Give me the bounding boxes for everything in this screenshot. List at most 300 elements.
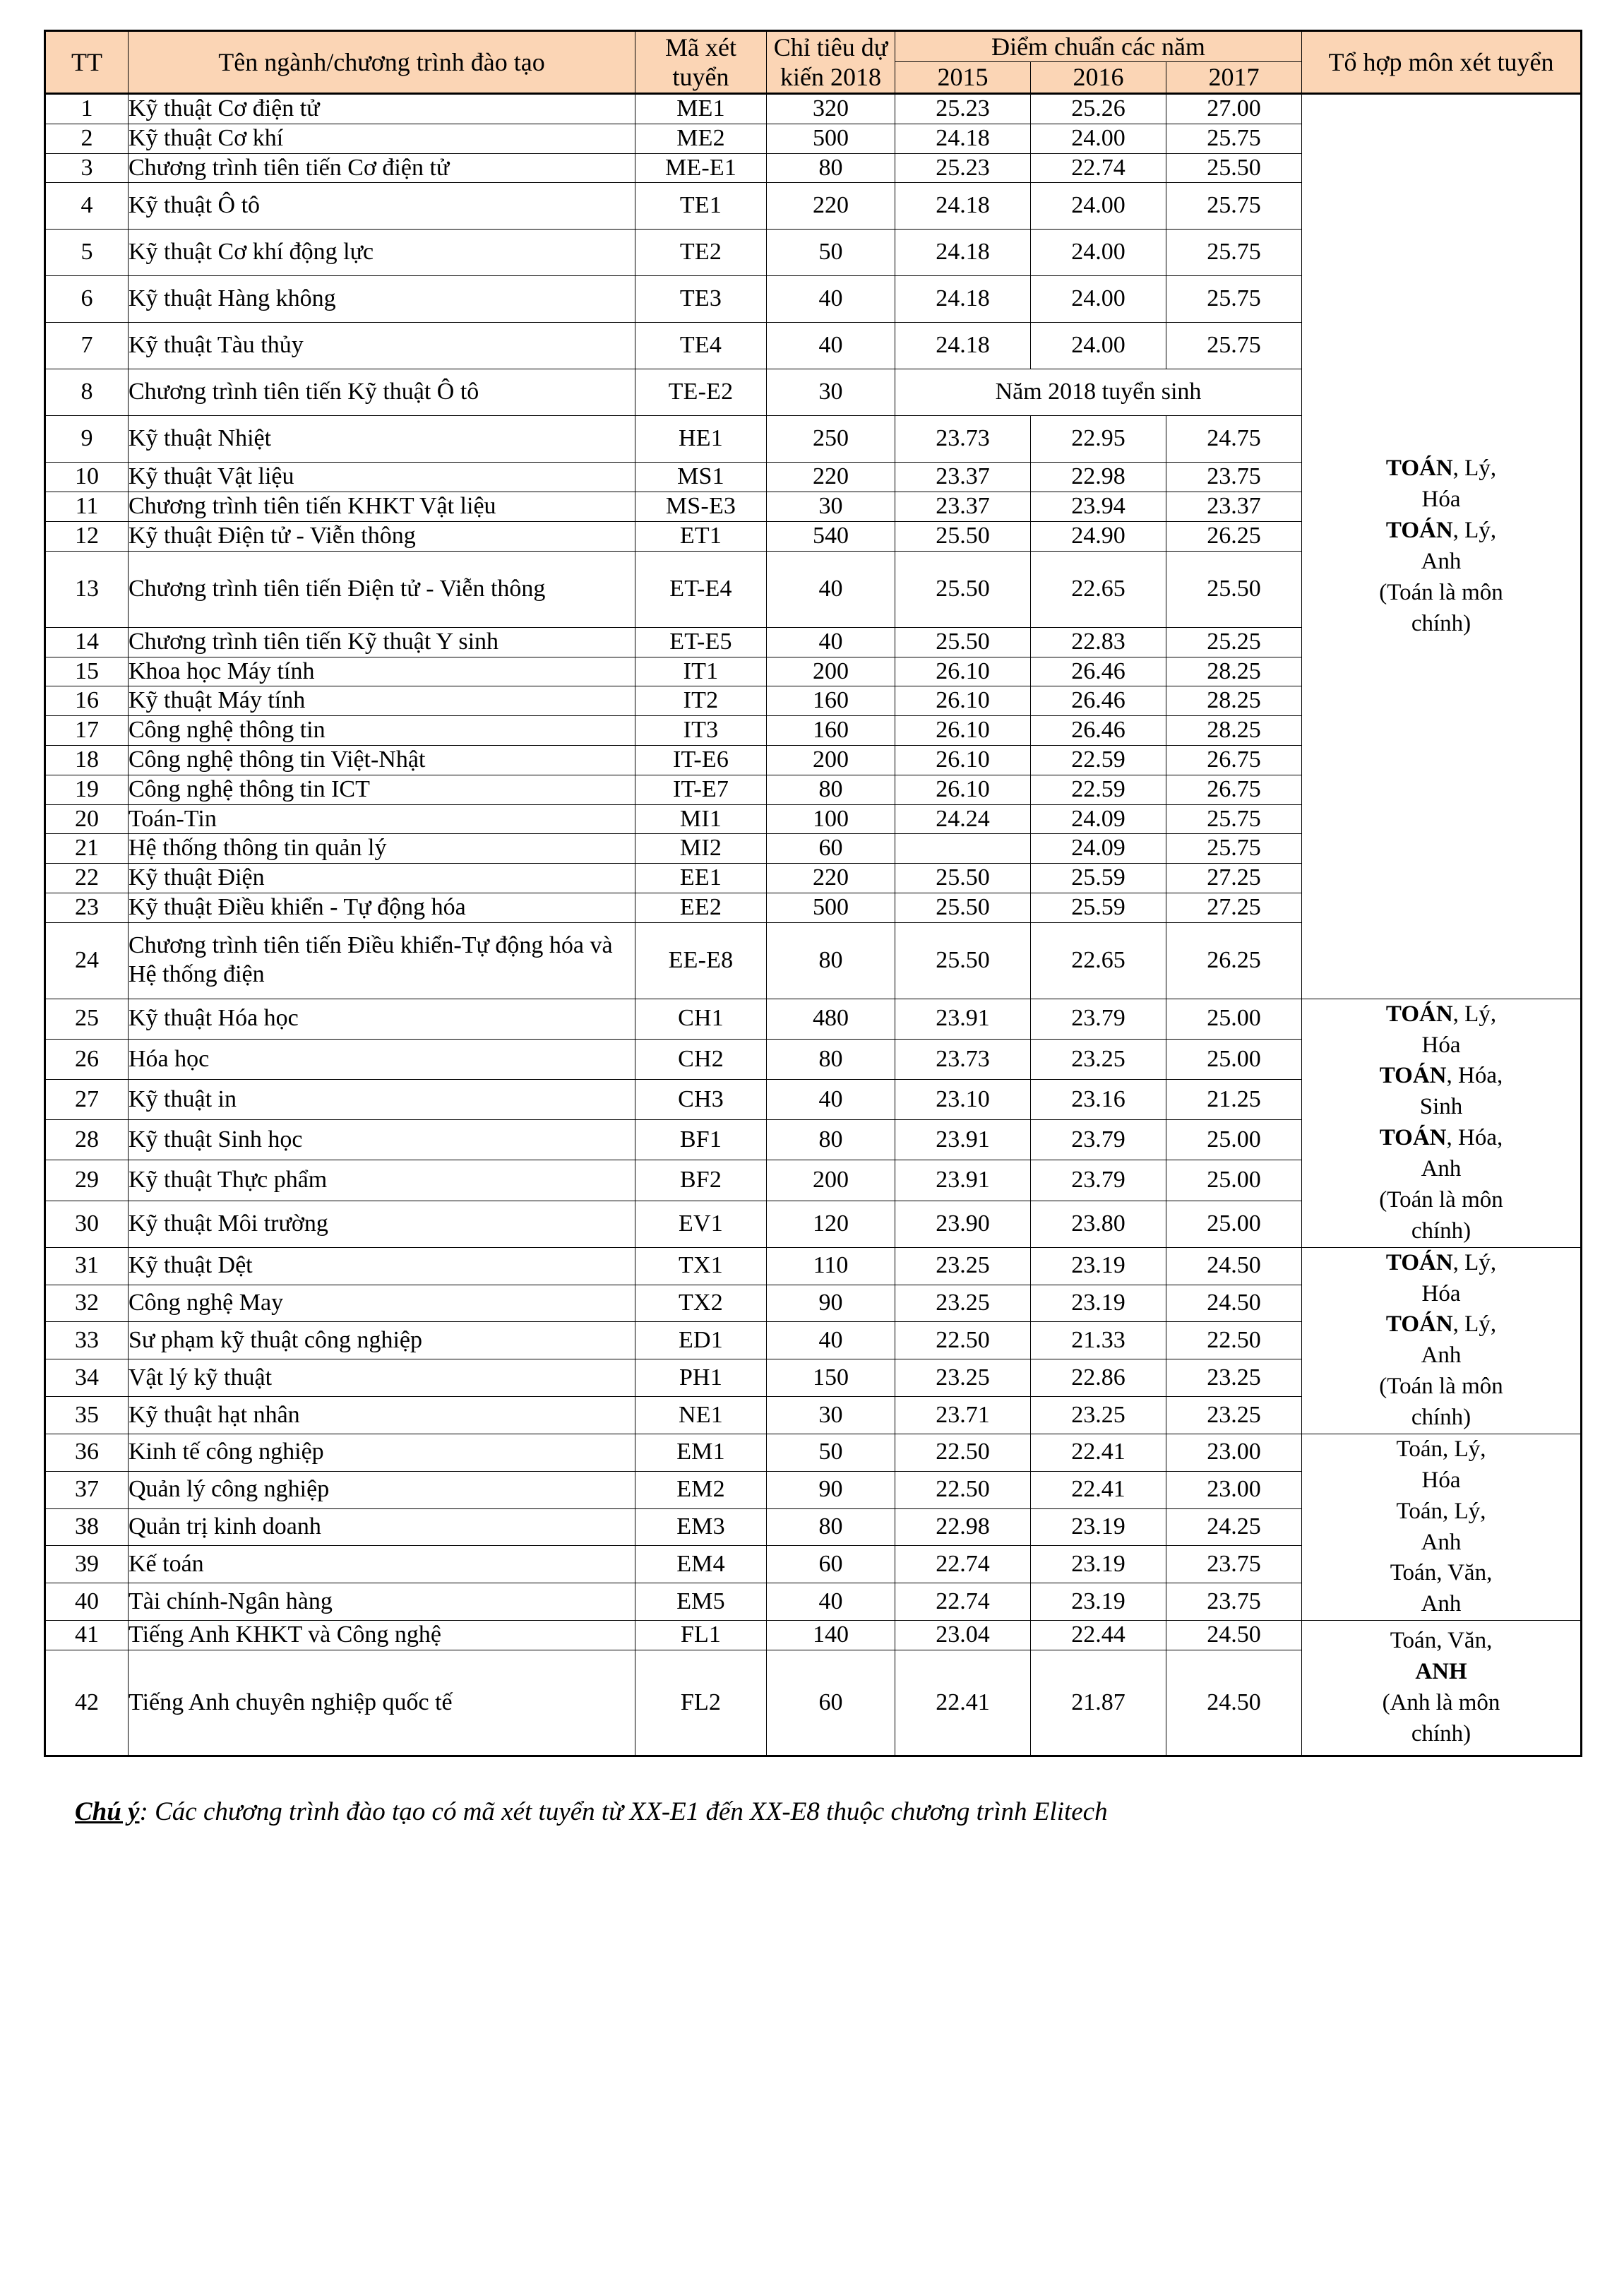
cell-score-2017: 28.25 [1166, 686, 1302, 716]
cell-score-2016: 24.09 [1031, 834, 1166, 864]
cell-subject-combination: Toán, Lý, Hóa Toán, Lý, Anh Toán, Văn, Anh [1302, 1434, 1582, 1620]
cell-score-2016: 22.44 [1031, 1621, 1166, 1650]
cell-score-2015: 23.25 [895, 1359, 1031, 1397]
cell-score-2015: 25.50 [895, 922, 1031, 999]
cell-tt: 32 [45, 1285, 129, 1322]
cell-score-2017: 25.75 [1166, 834, 1302, 864]
cell-tt: 23 [45, 893, 129, 922]
cell-score-2015: 24.18 [895, 323, 1031, 369]
cell-quota: 30 [767, 369, 895, 416]
cell-quota: 40 [767, 627, 895, 657]
cell-tt: 11 [45, 492, 129, 522]
cell-tt: 34 [45, 1359, 129, 1397]
cell-score-2017: 21.25 [1166, 1080, 1302, 1120]
cell-quota: 80 [767, 1508, 895, 1546]
cell-score-2015: 22.74 [895, 1583, 1031, 1621]
cell-quota: 160 [767, 686, 895, 716]
cell-score-2016: 25.59 [1031, 864, 1166, 893]
cell-score-2015: 22.98 [895, 1508, 1031, 1546]
cell-score-2016: 21.33 [1031, 1322, 1166, 1359]
cell-tt: 40 [45, 1583, 129, 1621]
cell-score-2015: 25.50 [895, 551, 1031, 627]
cell-admission-code: CH3 [635, 1080, 767, 1120]
cell-score-2016: 23.19 [1031, 1583, 1166, 1621]
cell-quota: 110 [767, 1247, 895, 1285]
cell-admission-code: ME1 [635, 93, 767, 124]
cell-program-name: Kỹ thuật Ô tô [129, 183, 635, 230]
cell-admission-code: MS1 [635, 463, 767, 492]
cell-score-2015: 22.50 [895, 1434, 1031, 1471]
cell-score-2016: 22.74 [1031, 153, 1166, 183]
cell-program-name: Công nghệ thông tin [129, 716, 635, 746]
cell-score-2017: 23.00 [1166, 1434, 1302, 1471]
cell-subject-combination: TOÁN, Lý, Hóa TOÁN, Lý, Anh (Toán là môn chính) [1302, 93, 1582, 999]
cell-score-2017: 27.00 [1166, 93, 1302, 124]
cell-program-name: Quản trị kinh doanh [129, 1508, 635, 1546]
cell-score-2017: 26.25 [1166, 922, 1302, 999]
cell-quota: 40 [767, 551, 895, 627]
cell-score-2015 [895, 834, 1031, 864]
cell-admission-code: FL2 [635, 1650, 767, 1756]
cell-score-2017: 25.75 [1166, 230, 1302, 276]
cell-score-2016: 22.41 [1031, 1434, 1166, 1471]
cell-score-2015: 26.10 [895, 745, 1031, 775]
cell-quota: 40 [767, 1322, 895, 1359]
cell-tt: 28 [45, 1120, 129, 1160]
cell-score-2016: 22.86 [1031, 1359, 1166, 1397]
cell-program-name: Kỹ thuật Vật liệu [129, 463, 635, 492]
cell-admission-code: BF1 [635, 1120, 767, 1160]
cell-score-2016: 23.25 [1031, 1397, 1166, 1434]
cell-score-2017: 25.75 [1166, 804, 1302, 834]
cell-tt: 39 [45, 1546, 129, 1583]
cell-score-2015: 23.73 [895, 416, 1031, 463]
cell-score-2016: 22.59 [1031, 775, 1166, 804]
cell-program-name: Chương trình tiên tiến Điều khiển-Tự động hóa và Hệ thống điện [129, 922, 635, 999]
cell-score-2015: 23.04 [895, 1621, 1031, 1650]
cell-quota: 60 [767, 1546, 895, 1583]
cell-quota: 40 [767, 276, 895, 323]
cell-tt: 31 [45, 1247, 129, 1285]
header-row-1 [45, 31, 1582, 62]
footnote [44, 1795, 1580, 1829]
header-tt: TT [45, 31, 129, 94]
cell-subject-combination: Toán, Văn, ANH (Anh là môn chính) [1302, 1621, 1582, 1756]
cell-score-2016: 26.46 [1031, 716, 1166, 746]
cell-program-name: Tiếng Anh chuyên nghiệp quốc tế [129, 1650, 635, 1756]
cell-program-name: Hóa học [129, 1039, 635, 1079]
cell-quota: 80 [767, 922, 895, 999]
cell-score-2016: 24.00 [1031, 230, 1166, 276]
cell-score-2017: 25.25 [1166, 627, 1302, 657]
cell-program-name: Kỹ thuật Điều khiển - Tự động hóa [129, 893, 635, 922]
cell-score-2015: 23.37 [895, 463, 1031, 492]
cell-span-note: Năm 2018 tuyển sinh [895, 369, 1302, 416]
cell-score-2015: 26.10 [895, 716, 1031, 746]
cell-program-name: Chương trình tiên tiến KHKT Vật liệu [129, 492, 635, 522]
cell-quota: 140 [767, 1621, 895, 1650]
cell-quota: 90 [767, 1471, 895, 1508]
cell-score-2017: 22.50 [1166, 1322, 1302, 1359]
cell-quota: 120 [767, 1201, 895, 1247]
cell-program-name: Toán-Tin [129, 804, 635, 834]
cell-program-name: Hệ thống thông tin quản lý [129, 834, 635, 864]
cell-score-2015: 25.50 [895, 864, 1031, 893]
cell-program-name: Chương trình tiên tiến Kỹ thuật Y sinh [129, 627, 635, 657]
cell-score-2017: 26.75 [1166, 745, 1302, 775]
cell-quota: 250 [767, 416, 895, 463]
header-benchmark-scores: Điểm chuẩn các năm [895, 31, 1302, 62]
cell-quota: 200 [767, 657, 895, 686]
cell-admission-code: BF2 [635, 1160, 767, 1201]
cell-score-2016: 21.87 [1031, 1650, 1166, 1756]
cell-program-name: Quản lý công nghiệp [129, 1471, 635, 1508]
table-row [45, 999, 1582, 1039]
cell-admission-code: EM4 [635, 1546, 767, 1583]
cell-score-2015: 25.50 [895, 893, 1031, 922]
cell-score-2015: 22.50 [895, 1322, 1031, 1359]
cell-admission-code: TX1 [635, 1247, 767, 1285]
cell-score-2017: 26.75 [1166, 775, 1302, 804]
cell-score-2016: 23.79 [1031, 999, 1166, 1039]
header-year-2016: 2016 [1031, 62, 1166, 93]
cell-quota: 160 [767, 716, 895, 746]
cell-score-2017: 25.75 [1166, 323, 1302, 369]
cell-program-name: Công nghệ thông tin Việt-Nhật [129, 745, 635, 775]
cell-admission-code: TX2 [635, 1285, 767, 1322]
cell-program-name: Kỹ thuật Máy tính [129, 686, 635, 716]
cell-program-name: Kỹ thuật in [129, 1080, 635, 1120]
cell-score-2017: 23.75 [1166, 1546, 1302, 1583]
cell-score-2016: 23.19 [1031, 1508, 1166, 1546]
cell-admission-code: TE4 [635, 323, 767, 369]
cell-admission-code: FL1 [635, 1621, 767, 1650]
cell-tt: 18 [45, 745, 129, 775]
cell-score-2015: 23.25 [895, 1285, 1031, 1322]
cell-score-2016: 23.25 [1031, 1039, 1166, 1079]
cell-program-name: Công nghệ thông tin ICT [129, 775, 635, 804]
cell-score-2017: 25.00 [1166, 999, 1302, 1039]
cell-score-2017: 28.25 [1166, 716, 1302, 746]
cell-score-2017: 23.75 [1166, 1583, 1302, 1621]
cell-quota: 80 [767, 1120, 895, 1160]
cell-score-2015: 22.74 [895, 1546, 1031, 1583]
cell-score-2015: 24.18 [895, 124, 1031, 153]
cell-tt: 12 [45, 521, 129, 551]
cell-program-name: Khoa học Máy tính [129, 657, 635, 686]
cell-admission-code: PH1 [635, 1359, 767, 1397]
cell-program-name: Kỹ thuật Môi trường [129, 1201, 635, 1247]
cell-quota: 500 [767, 893, 895, 922]
cell-tt: 9 [45, 416, 129, 463]
cell-quota: 320 [767, 93, 895, 124]
cell-quota: 100 [767, 804, 895, 834]
table-row [45, 1434, 1582, 1471]
cell-quota: 220 [767, 463, 895, 492]
cell-quota: 30 [767, 492, 895, 522]
cell-program-name: Kỹ thuật Điện tử - Viễn thông [129, 521, 635, 551]
cell-program-name: Kỹ thuật Điện [129, 864, 635, 893]
cell-score-2015: 23.71 [895, 1397, 1031, 1434]
cell-quota: 200 [767, 1160, 895, 1201]
cell-score-2015: 25.23 [895, 93, 1031, 124]
cell-program-name: Kỹ thuật Hóa học [129, 999, 635, 1039]
cell-quota: 480 [767, 999, 895, 1039]
cell-program-name: Tiếng Anh KHKT và Công nghệ [129, 1621, 635, 1650]
cell-admission-code: EM2 [635, 1471, 767, 1508]
cell-program-name: Kỹ thuật Nhiệt [129, 416, 635, 463]
cell-program-name: Kỹ thuật Hàng không [129, 276, 635, 323]
cell-admission-code: ET1 [635, 521, 767, 551]
cell-score-2016: 24.00 [1031, 276, 1166, 323]
cell-tt: 8 [45, 369, 129, 416]
cell-score-2015: 23.90 [895, 1201, 1031, 1247]
cell-quota: 50 [767, 230, 895, 276]
cell-admission-code: EM5 [635, 1583, 767, 1621]
cell-score-2015: 26.10 [895, 657, 1031, 686]
cell-quota: 40 [767, 323, 895, 369]
cell-score-2017: 25.75 [1166, 183, 1302, 230]
cell-score-2017: 27.25 [1166, 893, 1302, 922]
cell-score-2015: 23.37 [895, 492, 1031, 522]
cell-tt: 4 [45, 183, 129, 230]
cell-program-name: Kỹ thuật Cơ khí [129, 124, 635, 153]
footnote-lead: Chú ý [75, 1797, 140, 1826]
cell-quota: 40 [767, 1080, 895, 1120]
cell-score-2015: 24.18 [895, 276, 1031, 323]
cell-program-name: Kỹ thuật Tàu thủy [129, 323, 635, 369]
cell-score-2016: 24.00 [1031, 183, 1166, 230]
cell-quota: 90 [767, 1285, 895, 1322]
cell-quota: 80 [767, 1039, 895, 1079]
table-row [45, 1621, 1582, 1650]
cell-admission-code: EE1 [635, 864, 767, 893]
cell-score-2015: 26.10 [895, 686, 1031, 716]
cell-score-2017: 25.75 [1166, 124, 1302, 153]
cell-score-2017: 23.25 [1166, 1359, 1302, 1397]
cell-tt: 29 [45, 1160, 129, 1201]
cell-subject-combination: TOÁN, Lý, Hóa TOÁN, Lý, Anh (Toán là môn chính) [1302, 1247, 1582, 1434]
cell-tt: 10 [45, 463, 129, 492]
cell-program-name: Chương trình tiên tiến Điện tử - Viễn thông [129, 551, 635, 627]
cell-quota: 60 [767, 834, 895, 864]
cell-admission-code: MS-E3 [635, 492, 767, 522]
cell-score-2016: 22.65 [1031, 551, 1166, 627]
cell-program-name: Kỹ thuật Dệt [129, 1247, 635, 1285]
cell-quota: 50 [767, 1434, 895, 1471]
cell-admission-code: IT-E6 [635, 745, 767, 775]
table-body [45, 93, 1582, 1756]
cell-program-name: Công nghệ May [129, 1285, 635, 1322]
cell-score-2015: 23.73 [895, 1039, 1031, 1079]
header-program-name: Tên ngành/chương trình đào tạo [129, 31, 635, 94]
cell-score-2015: 24.18 [895, 230, 1031, 276]
cell-quota: 220 [767, 183, 895, 230]
cell-score-2016: 24.00 [1031, 323, 1166, 369]
cell-score-2015: 22.41 [895, 1650, 1031, 1756]
cell-score-2015: 26.10 [895, 775, 1031, 804]
cell-admission-code: ED1 [635, 1322, 767, 1359]
cell-score-2015: 23.91 [895, 1160, 1031, 1201]
cell-tt: 37 [45, 1471, 129, 1508]
cell-tt: 20 [45, 804, 129, 834]
cell-score-2016: 23.19 [1031, 1247, 1166, 1285]
cell-score-2016: 24.90 [1031, 521, 1166, 551]
cell-quota: 40 [767, 1583, 895, 1621]
cell-score-2016: 23.16 [1031, 1080, 1166, 1120]
cell-tt: 6 [45, 276, 129, 323]
cell-admission-code: IT-E7 [635, 775, 767, 804]
cell-score-2017: 25.00 [1166, 1201, 1302, 1247]
cell-score-2016: 24.09 [1031, 804, 1166, 834]
cell-tt: 2 [45, 124, 129, 153]
cell-score-2017: 23.00 [1166, 1471, 1302, 1508]
cell-admission-code: IT3 [635, 716, 767, 746]
cell-score-2017: 26.25 [1166, 521, 1302, 551]
admission-table [44, 30, 1582, 1757]
table-header [45, 31, 1582, 94]
cell-tt: 30 [45, 1201, 129, 1247]
cell-score-2015: 23.10 [895, 1080, 1031, 1120]
cell-quota: 200 [767, 745, 895, 775]
cell-score-2015: 25.23 [895, 153, 1031, 183]
cell-score-2017: 25.50 [1166, 153, 1302, 183]
cell-program-name: Tài chính-Ngân hàng [129, 1583, 635, 1621]
cell-score-2017: 24.50 [1166, 1621, 1302, 1650]
cell-score-2016: 26.46 [1031, 657, 1166, 686]
cell-score-2017: 25.75 [1166, 276, 1302, 323]
cell-admission-code: EM1 [635, 1434, 767, 1471]
cell-score-2017: 24.50 [1166, 1247, 1302, 1285]
cell-program-name: Chương trình tiên tiến Cơ điện tử [129, 153, 635, 183]
header-year-2017: 2017 [1166, 62, 1302, 93]
cell-program-name: Sư phạm kỹ thuật công nghiệp [129, 1322, 635, 1359]
cell-tt: 16 [45, 686, 129, 716]
cell-admission-code: MI2 [635, 834, 767, 864]
cell-score-2017: 28.25 [1166, 657, 1302, 686]
cell-admission-code: NE1 [635, 1397, 767, 1434]
cell-program-name: Kỹ thuật Cơ điện tử [129, 93, 635, 124]
cell-tt: 35 [45, 1397, 129, 1434]
header-quota-2018: Chỉ tiêu dự kiến 2018 [767, 31, 895, 94]
cell-tt: 17 [45, 716, 129, 746]
cell-admission-code: MI1 [635, 804, 767, 834]
cell-admission-code: ET-E5 [635, 627, 767, 657]
cell-admission-code: ET-E4 [635, 551, 767, 627]
cell-program-name: Kỹ thuật Thực phẩm [129, 1160, 635, 1201]
cell-score-2016: 22.83 [1031, 627, 1166, 657]
cell-score-2017: 24.50 [1166, 1285, 1302, 1322]
header-year-2015: 2015 [895, 62, 1031, 93]
cell-score-2016: 22.65 [1031, 922, 1166, 999]
cell-program-name: Kế toán [129, 1546, 635, 1583]
cell-tt: 26 [45, 1039, 129, 1079]
cell-tt: 13 [45, 551, 129, 627]
cell-quota: 60 [767, 1650, 895, 1756]
cell-quota: 500 [767, 124, 895, 153]
cell-quota: 150 [767, 1359, 895, 1397]
cell-admission-code: HE1 [635, 416, 767, 463]
header-subject-combination: Tổ hợp môn xét tuyển [1302, 31, 1582, 94]
cell-quota: 80 [767, 775, 895, 804]
cell-score-2017: 23.25 [1166, 1397, 1302, 1434]
cell-score-2016: 23.19 [1031, 1546, 1166, 1583]
cell-admission-code: IT2 [635, 686, 767, 716]
cell-tt: 5 [45, 230, 129, 276]
cell-tt: 21 [45, 834, 129, 864]
cell-tt: 3 [45, 153, 129, 183]
cell-score-2016: 22.41 [1031, 1471, 1166, 1508]
cell-program-name: Kinh tế công nghiệp [129, 1434, 635, 1471]
cell-quota: 540 [767, 521, 895, 551]
cell-score-2015: 23.25 [895, 1247, 1031, 1285]
cell-quota: 30 [767, 1397, 895, 1434]
cell-tt: 14 [45, 627, 129, 657]
cell-score-2016: 23.94 [1031, 492, 1166, 522]
header-admission-code: Mã xét tuyển [635, 31, 767, 94]
table-row [45, 93, 1582, 124]
cell-score-2017: 27.25 [1166, 864, 1302, 893]
cell-score-2016: 23.79 [1031, 1120, 1166, 1160]
cell-admission-code: IT1 [635, 657, 767, 686]
cell-program-name: Kỹ thuật Cơ khí động lực [129, 230, 635, 276]
cell-tt: 15 [45, 657, 129, 686]
cell-admission-code: TE-E2 [635, 369, 767, 416]
cell-tt: 42 [45, 1650, 129, 1756]
cell-score-2017: 25.00 [1166, 1160, 1302, 1201]
cell-score-2016: 26.46 [1031, 686, 1166, 716]
cell-admission-code: CH2 [635, 1039, 767, 1079]
cell-score-2015: 24.24 [895, 804, 1031, 834]
cell-score-2016: 24.00 [1031, 124, 1166, 153]
cell-score-2016: 23.19 [1031, 1285, 1166, 1322]
cell-tt: 27 [45, 1080, 129, 1120]
cell-admission-code: CH1 [635, 999, 767, 1039]
cell-score-2016: 22.95 [1031, 416, 1166, 463]
cell-score-2016: 25.59 [1031, 893, 1166, 922]
cell-tt: 7 [45, 323, 129, 369]
table-row [45, 1247, 1582, 1285]
cell-admission-code: TE3 [635, 276, 767, 323]
cell-score-2016: 22.98 [1031, 463, 1166, 492]
cell-tt: 22 [45, 864, 129, 893]
cell-admission-code: EE2 [635, 893, 767, 922]
cell-score-2015: 23.91 [895, 999, 1031, 1039]
cell-tt: 36 [45, 1434, 129, 1471]
cell-score-2016: 22.59 [1031, 745, 1166, 775]
cell-score-2015: 25.50 [895, 521, 1031, 551]
cell-quota: 80 [767, 153, 895, 183]
cell-score-2017: 24.25 [1166, 1508, 1302, 1546]
cell-admission-code: EM3 [635, 1508, 767, 1546]
cell-subject-combination: TOÁN, Lý, Hóa TOÁN, Hóa, Sinh TOÁN, Hóa, Anh (Toán là môn chính) [1302, 999, 1582, 1247]
cell-score-2017: 25.00 [1166, 1120, 1302, 1160]
cell-score-2015: 22.50 [895, 1471, 1031, 1508]
cell-admission-code: EE-E8 [635, 922, 767, 999]
cell-tt: 38 [45, 1508, 129, 1546]
cell-quota: 220 [767, 864, 895, 893]
cell-program-name: Kỹ thuật Sinh học [129, 1120, 635, 1160]
cell-tt: 33 [45, 1322, 129, 1359]
cell-admission-code: TE1 [635, 183, 767, 230]
cell-score-2017: 25.00 [1166, 1039, 1302, 1079]
cell-score-2017: 23.75 [1166, 463, 1302, 492]
cell-tt: 41 [45, 1621, 129, 1650]
cell-admission-code: TE2 [635, 230, 767, 276]
cell-score-2015: 24.18 [895, 183, 1031, 230]
cell-score-2015: 25.50 [895, 627, 1031, 657]
footnote-text: : Các chương trình đào tạo có mã xét tuyển từ XX-E1 đến XX-E8 thuộc chương trình Elitech [139, 1797, 1108, 1826]
